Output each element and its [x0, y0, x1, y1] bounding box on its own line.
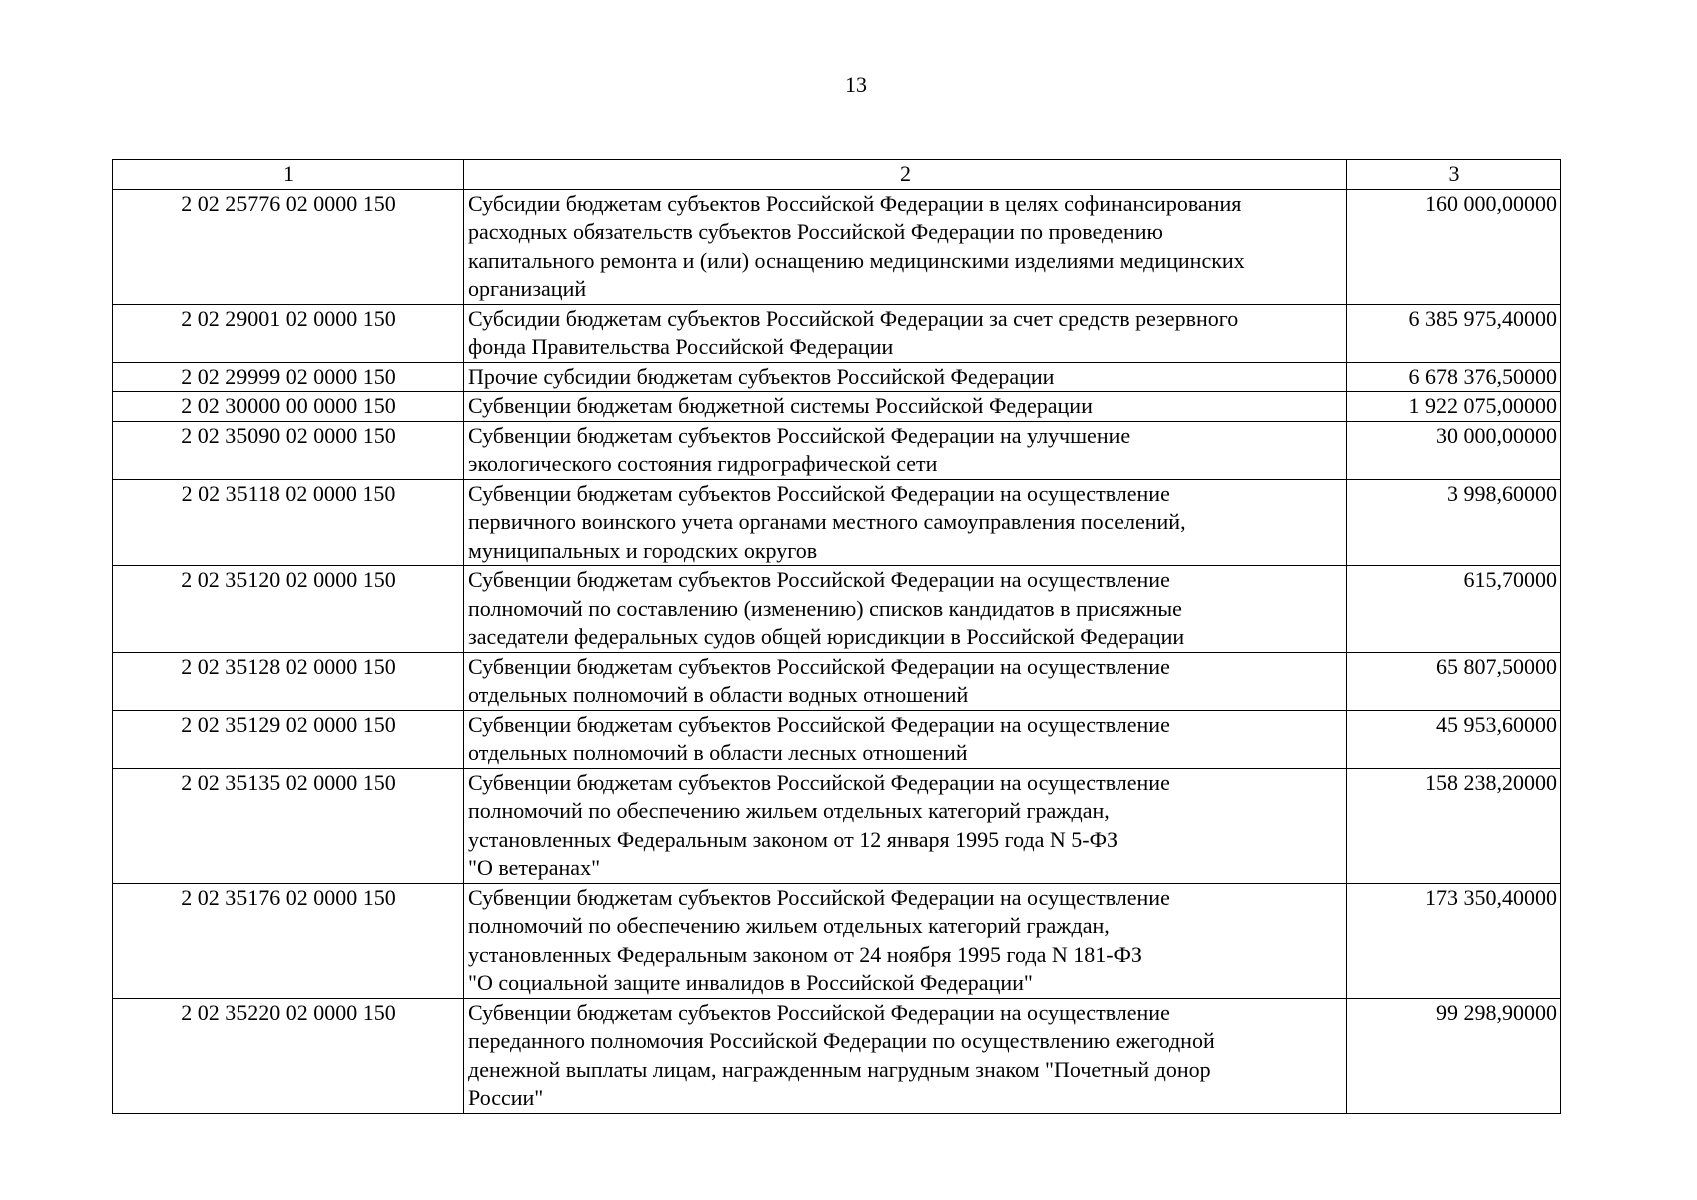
description-cell	[464, 362, 1347, 392]
description-cell	[464, 479, 1347, 566]
description-line: Прочие субсидии бюджетам субъектов Российской Федерации	[468, 363, 1055, 389]
amount-cell: 173 350,40000	[1347, 883, 1561, 998]
description-line: отдельных полномочий в области лесных отношений	[468, 740, 968, 765]
description-line: Субвенции бюджетам субъектов Российской Федерации на осуществление	[468, 769, 1170, 795]
budget-code-cell: 2 02 35135 02 0000 150	[113, 768, 464, 883]
table-row	[113, 998, 1561, 1113]
description-cell	[464, 304, 1347, 362]
budget-code-cell: 2 02 35120 02 0000 150	[113, 566, 464, 653]
budget-code-cell: 2 02 35118 02 0000 150	[113, 479, 464, 566]
amount-cell: 158 238,20000	[1347, 768, 1561, 883]
column-header-1: 1	[113, 160, 464, 190]
description-line: Субвенции бюджетам субъектов Российской Федерации на осуществление	[468, 711, 1170, 737]
description-line: России"	[468, 1085, 544, 1110]
page-number: 13	[845, 72, 867, 97]
amount-cell: 1 922 075,00000	[1347, 392, 1561, 422]
description-line: Субсидии бюджетам субъектов Российской Федерации в целях софинансирования	[468, 190, 1242, 216]
description-cell	[464, 883, 1347, 998]
description-line: расходных обязательств субъектов Российской Федерации по проведению	[468, 219, 1163, 244]
budget-code-cell: 2 02 35090 02 0000 150	[113, 421, 464, 479]
table-row	[113, 392, 1561, 422]
column-header-2: 2	[464, 160, 1347, 190]
table-row	[113, 304, 1561, 362]
table-row	[113, 768, 1561, 883]
amount-cell: 615,70000	[1347, 566, 1561, 653]
description-line: фонда Правительства Российской Федерации	[468, 334, 894, 359]
description-cell	[464, 189, 1347, 304]
description-line: полномочий по обеспечению жильем отдельных категорий граждан,	[468, 798, 1110, 823]
budget-code-cell: 2 02 35176 02 0000 150	[113, 883, 464, 998]
amount-cell: 99 298,90000	[1347, 998, 1561, 1113]
description-line: полномочий по обеспечению жильем отдельных категорий граждан,	[468, 913, 1110, 938]
table-header-row	[113, 160, 1561, 190]
amount-cell: 160 000,00000	[1347, 189, 1561, 304]
description-line: Субвенции бюджетам субъектов Российской Федерации на осуществление	[468, 653, 1170, 679]
table-row	[113, 479, 1561, 566]
description-line: денежной выплаты лицам, награжденным нагрудным знаком "Почетный донор	[468, 1056, 1211, 1082]
table-row	[113, 189, 1561, 304]
description-line: организаций	[468, 276, 587, 301]
amount-cell: 3 998,60000	[1347, 479, 1561, 566]
description-cell	[464, 421, 1347, 479]
description-cell	[464, 566, 1347, 653]
description-cell	[464, 998, 1347, 1113]
description-line: переданного полномочия Российской Федерации по осуществлению ежегодной	[468, 1028, 1215, 1053]
table-row	[113, 710, 1561, 768]
budget-code-cell: 2 02 29999 02 0000 150	[113, 362, 464, 392]
amount-cell: 30 000,00000	[1347, 421, 1561, 479]
description-cell	[464, 652, 1347, 710]
budget-code-cell: 2 02 25776 02 0000 150	[113, 189, 464, 304]
description-line: Субвенции бюджетам субъектов Российской Федерации на осуществление	[468, 480, 1170, 506]
description-line: муниципальных и городских округов	[468, 537, 818, 563]
description-line: Субсидии бюджетам субъектов Российской Федерации за счет средств резервного	[468, 305, 1239, 331]
table-row	[113, 566, 1561, 653]
budget-code-cell: 2 02 35128 02 0000 150	[113, 652, 464, 710]
description-cell	[464, 768, 1347, 883]
description-line: первичного воинского учета органами местного самоуправления поселений,	[468, 509, 1186, 534]
amount-cell: 6 385 975,40000	[1347, 304, 1561, 362]
description-line: капитального ремонта и (или) оснащению медицинскими изделиями медицинских	[468, 247, 1245, 273]
description-line: Субвенции бюджетам субъектов Российской Федерации на осуществление	[468, 884, 1170, 910]
amount-cell: 65 807,50000	[1347, 652, 1561, 710]
description-line: "О ветеранах"	[468, 855, 601, 880]
table-row	[113, 883, 1561, 998]
column-header-3: 3	[1347, 160, 1561, 190]
budget-code-cell: 2 02 35129 02 0000 150	[113, 710, 464, 768]
description-line: полномочий по составлению (изменению) списков кандидатов в присяжные	[468, 595, 1182, 621]
description-line: установленных Федеральным законом от 24 ноября 1995 года N 181-ФЗ	[468, 941, 1142, 967]
budget-code-cell: 2 02 30000 00 0000 150	[113, 392, 464, 422]
description-line: Субвенции бюджетам субъектов Российской Федерации на осуществление	[468, 999, 1170, 1025]
amount-cell: 6 678 376,50000	[1347, 362, 1561, 392]
table-row	[113, 652, 1561, 710]
description-cell	[464, 710, 1347, 768]
description-line: Субвенции бюджетам субъектов Российской Федерации на осуществление	[468, 567, 1170, 592]
description-line: установленных Федеральным законом от 12 января 1995 года N 5-ФЗ	[468, 826, 1119, 852]
description-line: отдельных полномочий в области водных отношений	[468, 682, 969, 707]
budget-revenue-table	[112, 159, 1561, 1114]
description-line: "О социальной защите инвалидов в Российской Федерации"	[468, 970, 1033, 995]
description-line: экологического состояния гидрографической сети	[468, 451, 938, 476]
description-cell	[464, 392, 1347, 422]
description-line: Субвенции бюджетам бюджетной системы Российской Федерации	[468, 393, 1093, 418]
description-line: Субвенции бюджетам субъектов Российской Федерации на улучшение	[468, 422, 1131, 448]
amount-cell: 45 953,60000	[1347, 710, 1561, 768]
description-line: заседатели федеральных судов общей юрисдикции в Российской Федерации	[468, 624, 1185, 649]
budget-code-cell: 2 02 29001 02 0000 150	[113, 304, 464, 362]
table-row	[113, 362, 1561, 392]
table-row	[113, 421, 1561, 479]
budget-code-cell: 2 02 35220 02 0000 150	[113, 998, 464, 1113]
